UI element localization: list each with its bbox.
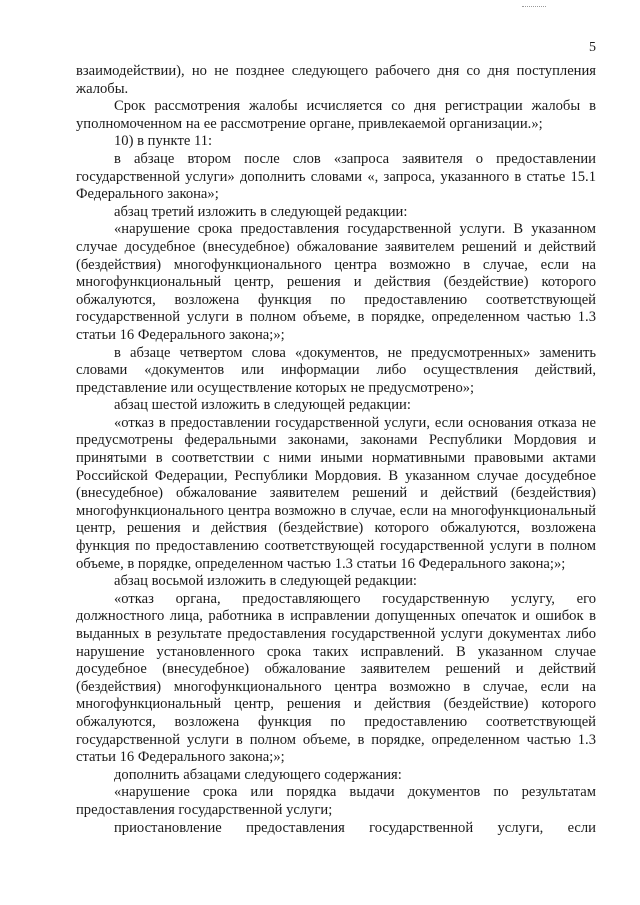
document-body (76, 63, 596, 837)
paragraph: приостановление предоставления государственной услуги, если (114, 819, 596, 836)
paragraph: «нарушение срока или порядка выдачи документов по результатам предоставления государственной услуги; (76, 784, 596, 818)
paragraph: «отказ органа, предоставляющего государственную услугу, его должностного лица, работника в исправлении допущенных опечаток и ошибок в выданных в результате предоставления государственной услуги документах либо нарушение установленного срока таких исправлений. В указанном случае досудебное (внесудебное) обжалование заявителем решений и действий (бездействия) многофункционального центра возможно в случае, если на многофункциональный центр, решения и действия (бездействие) которого обжалуются, возложена функция по предоставлению соответствующей государственной услуги в полном объеме, в порядке, определенном частью 1.3 статьи 16 Федерального закона;»; (76, 590, 596, 766)
paragraph: абзац шестой изложить в следующей редакции: (114, 397, 411, 414)
scan-artifact (522, 6, 546, 9)
paragraph: Срок рассмотрения жалобы исчисляется со дня регистрации жалобы в уполномоченном на ее рассмотрение органе, привлекаемой организации.»; (76, 98, 596, 132)
paragraph: дополнить абзацами следующего содержания: (114, 766, 402, 783)
paragraph: взаимодействии), но не позднее следующего рабочего дня со дня поступления жалобы. (76, 63, 596, 97)
page-number: 5 (589, 40, 596, 55)
paragraph: в абзаце четвертом слова «документов, не предусмотренных» заменить словами «документов или информации либо осуществления действий, представление или осуществление которых не предусмотрено»; (76, 344, 596, 396)
paragraph: 10) в пункте 11: (114, 133, 213, 150)
paragraph: «нарушение срока предоставления государственной услуги. В указанном случае досудебное (внесудебное) обжалование заявителем решений и действий (бездействия) многофункционального центра возможно в случае, если на многофункциональный центр, решения и действия (бездействие) которого обжалуются, возложена функция по предоставлению соответствующей государственной услуги в полном объеме, в порядке, определенном частью 1.3 статьи 16 Федерального закона;»; (76, 221, 596, 343)
paragraph: абзац третий изложить в следующей редакции: (114, 203, 408, 220)
paragraph: «отказ в предоставлении государственной услуги, если основания отказа не предусмотрены федеральными законами, законами Республики Мордовия и принятыми в соответствии с ними иными нормативными правовыми актами Российской Федерации, Республики Мордовия. В указанном случае досудебное (внесудебное) обжалование заявителем решений и действий (бездействия) многофункционального центра возможно в случае, если на многофункциональный центр, решения и действия (бездействие) которого обжалуются, возложена функция по предоставлению соответствующей государственной услуги в полном объеме, в порядке, определенном частью 1.3 статьи 16 Федерального закона;»; (76, 414, 596, 572)
paragraph: абзац восьмой изложить в следующей редакции: (114, 573, 417, 590)
paragraph: в абзаце втором после слов «запроса заявителя о предоставлении государственной услуги» дополнить словами «, запроса, указанного в статье 15.1 Федерального закона»; (76, 150, 596, 203)
